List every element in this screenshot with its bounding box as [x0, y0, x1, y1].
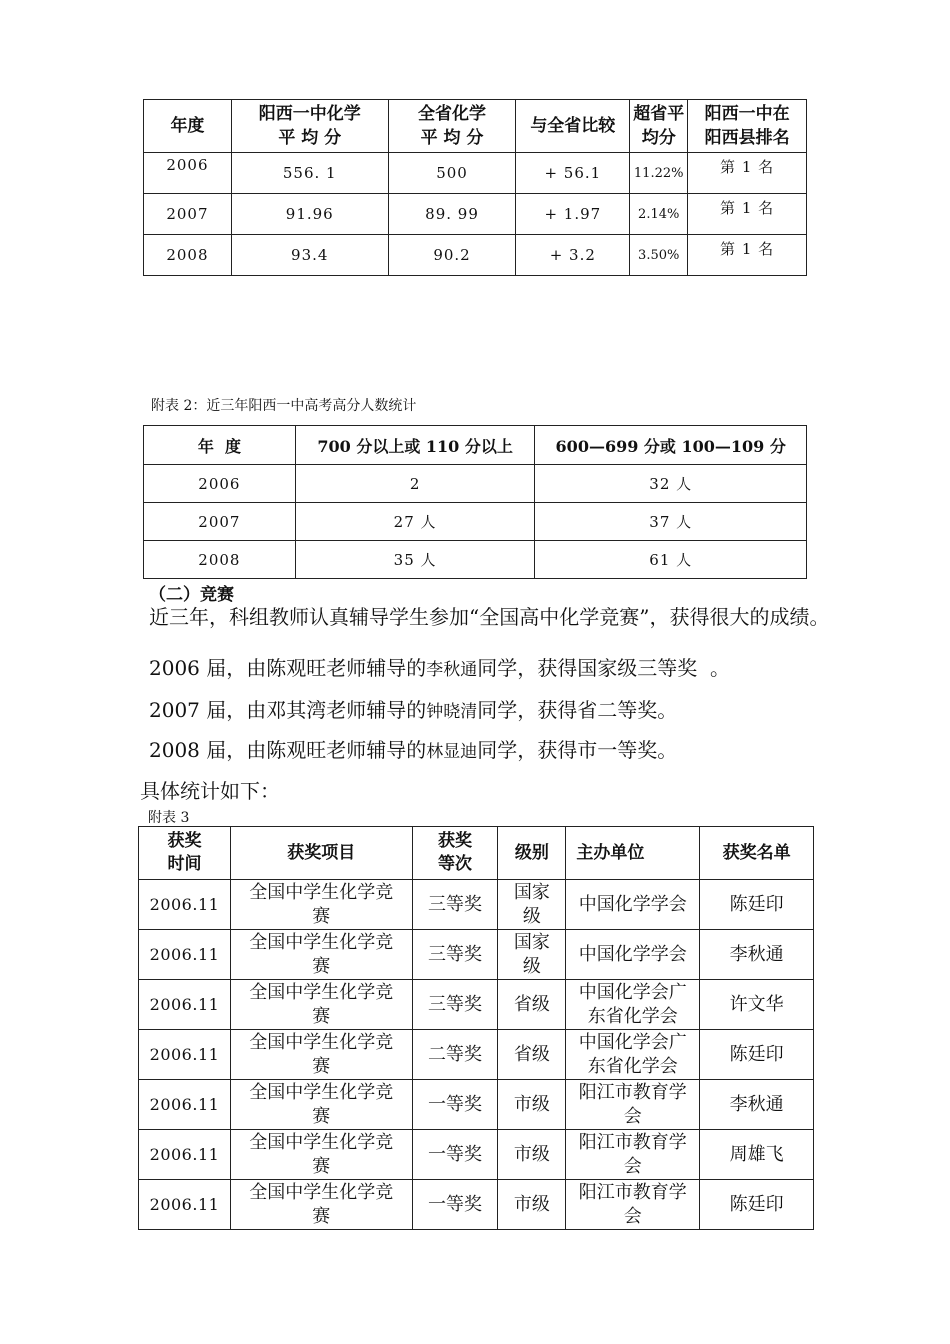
table-cell: 市级: [498, 1080, 566, 1130]
table-row: [144, 194, 807, 235]
header-cell: 超省平 均分: [630, 100, 688, 153]
table-cell: 2007: [144, 503, 296, 541]
table-cell: 省级: [498, 980, 566, 1030]
header-cell: 600—699 分或 100—109 分: [535, 426, 807, 465]
table-cell: 市级: [498, 1130, 566, 1180]
table-cell: 中国化学学会: [566, 930, 700, 980]
award-line-text: 2006 届，由陈观旺老师辅导的: [149, 656, 427, 680]
table-row: [144, 541, 807, 579]
award-line-text: 2008 届，由陈观旺老师辅导的: [149, 738, 427, 762]
table-cell: 许文华: [700, 980, 814, 1030]
award-table-body: [139, 880, 814, 1230]
table-cell: 全国中学生化学竞 赛: [230, 1080, 412, 1130]
header-cell: 700 分以上或 110 分以上: [295, 426, 535, 465]
header-cell: 级别: [498, 827, 566, 880]
table-cell: 500: [388, 153, 516, 194]
table-cell: 2006.11: [139, 1130, 231, 1180]
header-cell: 获奖名单: [700, 827, 814, 880]
table-row: [139, 930, 814, 980]
table-cell: 全国中学生化学竞 赛: [230, 930, 412, 980]
summary-line: 具体统计如下：: [140, 779, 280, 803]
award-line-text: 同学，获得国家级三等奖 。: [477, 656, 730, 680]
table-cell: 90.2: [388, 235, 516, 276]
table-cell: 32 人: [535, 465, 807, 503]
table-cell: 一等奖: [412, 1080, 498, 1130]
table-cell: 二等奖: [412, 1030, 498, 1080]
table-cell: 全国中学生化学竞 赛: [230, 880, 412, 930]
table-cell: 全国中学生化学竞 赛: [230, 1180, 412, 1230]
table-cell: 中国化学学会: [566, 880, 700, 930]
table-cell: 35 人: [295, 541, 535, 579]
table-cell: 李秋通: [700, 930, 814, 980]
table-cell: 中国化学会广 东省化学会: [566, 1030, 700, 1080]
table-cell: 93.4: [231, 235, 388, 276]
table-cell: 2008: [144, 541, 296, 579]
header-cell: 获奖项目: [230, 827, 412, 880]
award-line: [149, 655, 730, 683]
table-cell: 2.14%: [630, 194, 688, 235]
table-cell: 三等奖: [412, 880, 498, 930]
student-name: 李秋通: [426, 660, 478, 680]
table-cell: 2006.11: [139, 1180, 231, 1230]
award-line-text: 2007 届，由邓其湾老师辅导的: [149, 698, 427, 722]
table-cell: 2006.11: [139, 930, 231, 980]
table-cell: + 1.97: [516, 194, 630, 235]
section-heading: （二）竞赛: [149, 585, 234, 605]
table-cell: 阳江市教育学 会: [566, 1130, 700, 1180]
table-cell: 陈廷印: [700, 1180, 814, 1230]
table-row: [139, 1030, 814, 1080]
table-cell: 2006: [144, 465, 296, 503]
table-cell: 陈廷印: [700, 1030, 814, 1080]
header-cell: 年 度: [144, 426, 296, 465]
table-cell: 2006: [144, 153, 232, 194]
table-row: [144, 503, 807, 541]
table-caption: 附表 3: [148, 810, 190, 826]
header-cell: 全省化学 平 均 分: [388, 100, 516, 153]
table-cell: 61 人: [535, 541, 807, 579]
chemistry-score-table: [143, 99, 807, 276]
header-cell: 获奖 等次: [412, 827, 498, 880]
table-cell: 省级: [498, 1030, 566, 1080]
table-header-row: [139, 827, 814, 880]
header-cell: 阳西一中在 阳西县排名: [688, 100, 807, 153]
competition-award-table: [138, 826, 814, 1230]
table-cell: 三等奖: [412, 980, 498, 1030]
header-cell: 阳西一中化学 平 均 分: [231, 100, 388, 153]
table-cell: 2006.11: [139, 880, 231, 930]
high-score-count-table: [143, 425, 807, 579]
table-cell: 陈廷印: [700, 880, 814, 930]
table-row: [144, 153, 807, 194]
award-line: [149, 737, 677, 765]
table-caption: 附表 2：近三年阳西一中高考高分人数统计: [151, 398, 417, 414]
table-cell: 李秋通: [700, 1080, 814, 1130]
student-name: 林显迪: [426, 742, 478, 762]
table-cell: 2: [295, 465, 535, 503]
table-cell: 91.96: [231, 194, 388, 235]
table-row: [144, 235, 807, 276]
table-cell: 一等奖: [412, 1180, 498, 1230]
award-line: [149, 697, 677, 725]
table-cell: 2007: [144, 194, 232, 235]
table-cell: 全国中学生化学竞 赛: [230, 1130, 412, 1180]
table-cell: 556. 1: [231, 153, 388, 194]
table-row: [139, 980, 814, 1030]
table-cell: 第 1 名: [688, 235, 807, 276]
table-cell: 89. 99: [388, 194, 516, 235]
table-cell: 全国中学生化学竞 赛: [230, 1030, 412, 1080]
header-cell: 主办单位: [566, 827, 700, 880]
table-row: [139, 880, 814, 930]
table-cell: 国家 级: [498, 930, 566, 980]
table-row: [139, 1080, 814, 1130]
table-cell: 全国中学生化学竞 赛: [230, 980, 412, 1030]
intro-paragraph: 近三年，科组教师认真辅导学生参加“全国高中化学竞赛”，获得很大的成绩。: [149, 605, 830, 629]
table-cell: 27 人: [295, 503, 535, 541]
award-line-text: 同学，获得市一等奖。: [477, 738, 678, 762]
table-cell: 2008: [144, 235, 232, 276]
table-cell: 第 1 名: [688, 153, 807, 194]
table-cell: 第 1 名: [688, 194, 807, 235]
table-cell: 市级: [498, 1180, 566, 1230]
table-cell: 三等奖: [412, 930, 498, 980]
table-header-row: [144, 100, 807, 153]
table-cell: 阳江市教育学 会: [566, 1080, 700, 1130]
table-cell: 国家 级: [498, 880, 566, 930]
table-row: [139, 1180, 814, 1230]
table-cell: 3.50%: [630, 235, 688, 276]
table-cell: 一等奖: [412, 1130, 498, 1180]
table-cell: + 3.2: [516, 235, 630, 276]
award-line-text: 同学，获得省二等奖。: [477, 698, 678, 722]
table-cell: 11.22%: [630, 153, 688, 194]
table-row: [139, 1130, 814, 1180]
table-cell: 2006.11: [139, 1030, 231, 1080]
student-name: 钟晓清: [426, 702, 478, 722]
table-cell: 2006.11: [139, 1080, 231, 1130]
table-cell: 2006.11: [139, 980, 231, 1030]
table-cell: 周雄飞: [700, 1130, 814, 1180]
table-row: [144, 465, 807, 503]
table-cell: 阳江市教育学 会: [566, 1180, 700, 1230]
table-header-row: [144, 426, 807, 465]
header-cell: 与全省比较: [516, 100, 630, 153]
table-cell: 中国化学会广 东省化学会: [566, 980, 700, 1030]
table-cell: + 56.1: [516, 153, 630, 194]
header-cell: 年度: [144, 100, 232, 153]
table-cell: 37 人: [535, 503, 807, 541]
header-cell: 获奖 时间: [139, 827, 231, 880]
